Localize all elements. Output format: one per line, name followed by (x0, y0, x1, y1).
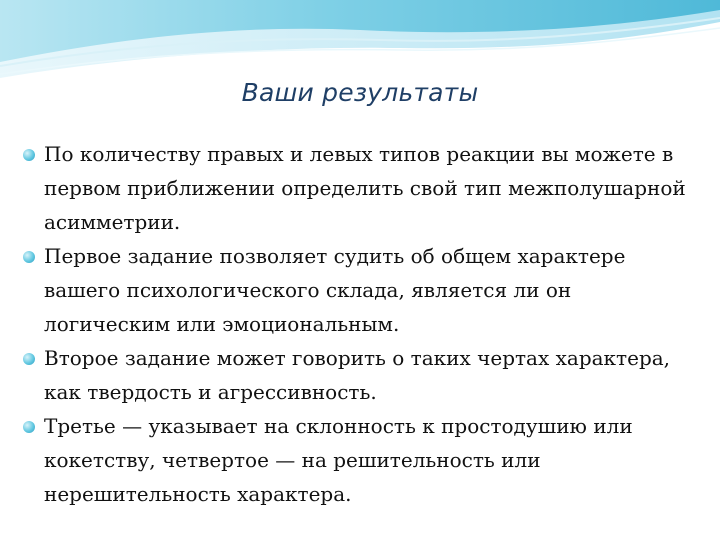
bullet-item (20, 341, 700, 409)
bullet-dot-icon (23, 421, 35, 433)
slide-title: Ваши результаты (241, 78, 479, 107)
bullet-text: Третье — указывает на склонность к простодушию или кокетству, четвертое — на решительность или нерешительность характера. (44, 414, 633, 506)
bullet-item (20, 137, 700, 239)
header-wave-decoration (0, 0, 720, 90)
bullet-text: По количеству правых и левых типов реакции вы можете в первом приближении определить свой тип межполушарной асимметрии. (44, 142, 686, 234)
bullet-item (20, 239, 700, 341)
bullet-dot-icon (23, 149, 35, 161)
bullet-dot-icon (23, 353, 35, 365)
bullet-item (20, 409, 700, 511)
bullet-text: Первое задание позволяет судить об общем характере вашего психологического склада, является ли он логическим или эмоциональным. (44, 244, 626, 336)
bullet-dot-icon (23, 251, 35, 263)
bullet-list (20, 137, 700, 511)
bullet-text: Второе задание может говорить о таких чертах характера, как твердость и агрессивность. (44, 346, 671, 404)
